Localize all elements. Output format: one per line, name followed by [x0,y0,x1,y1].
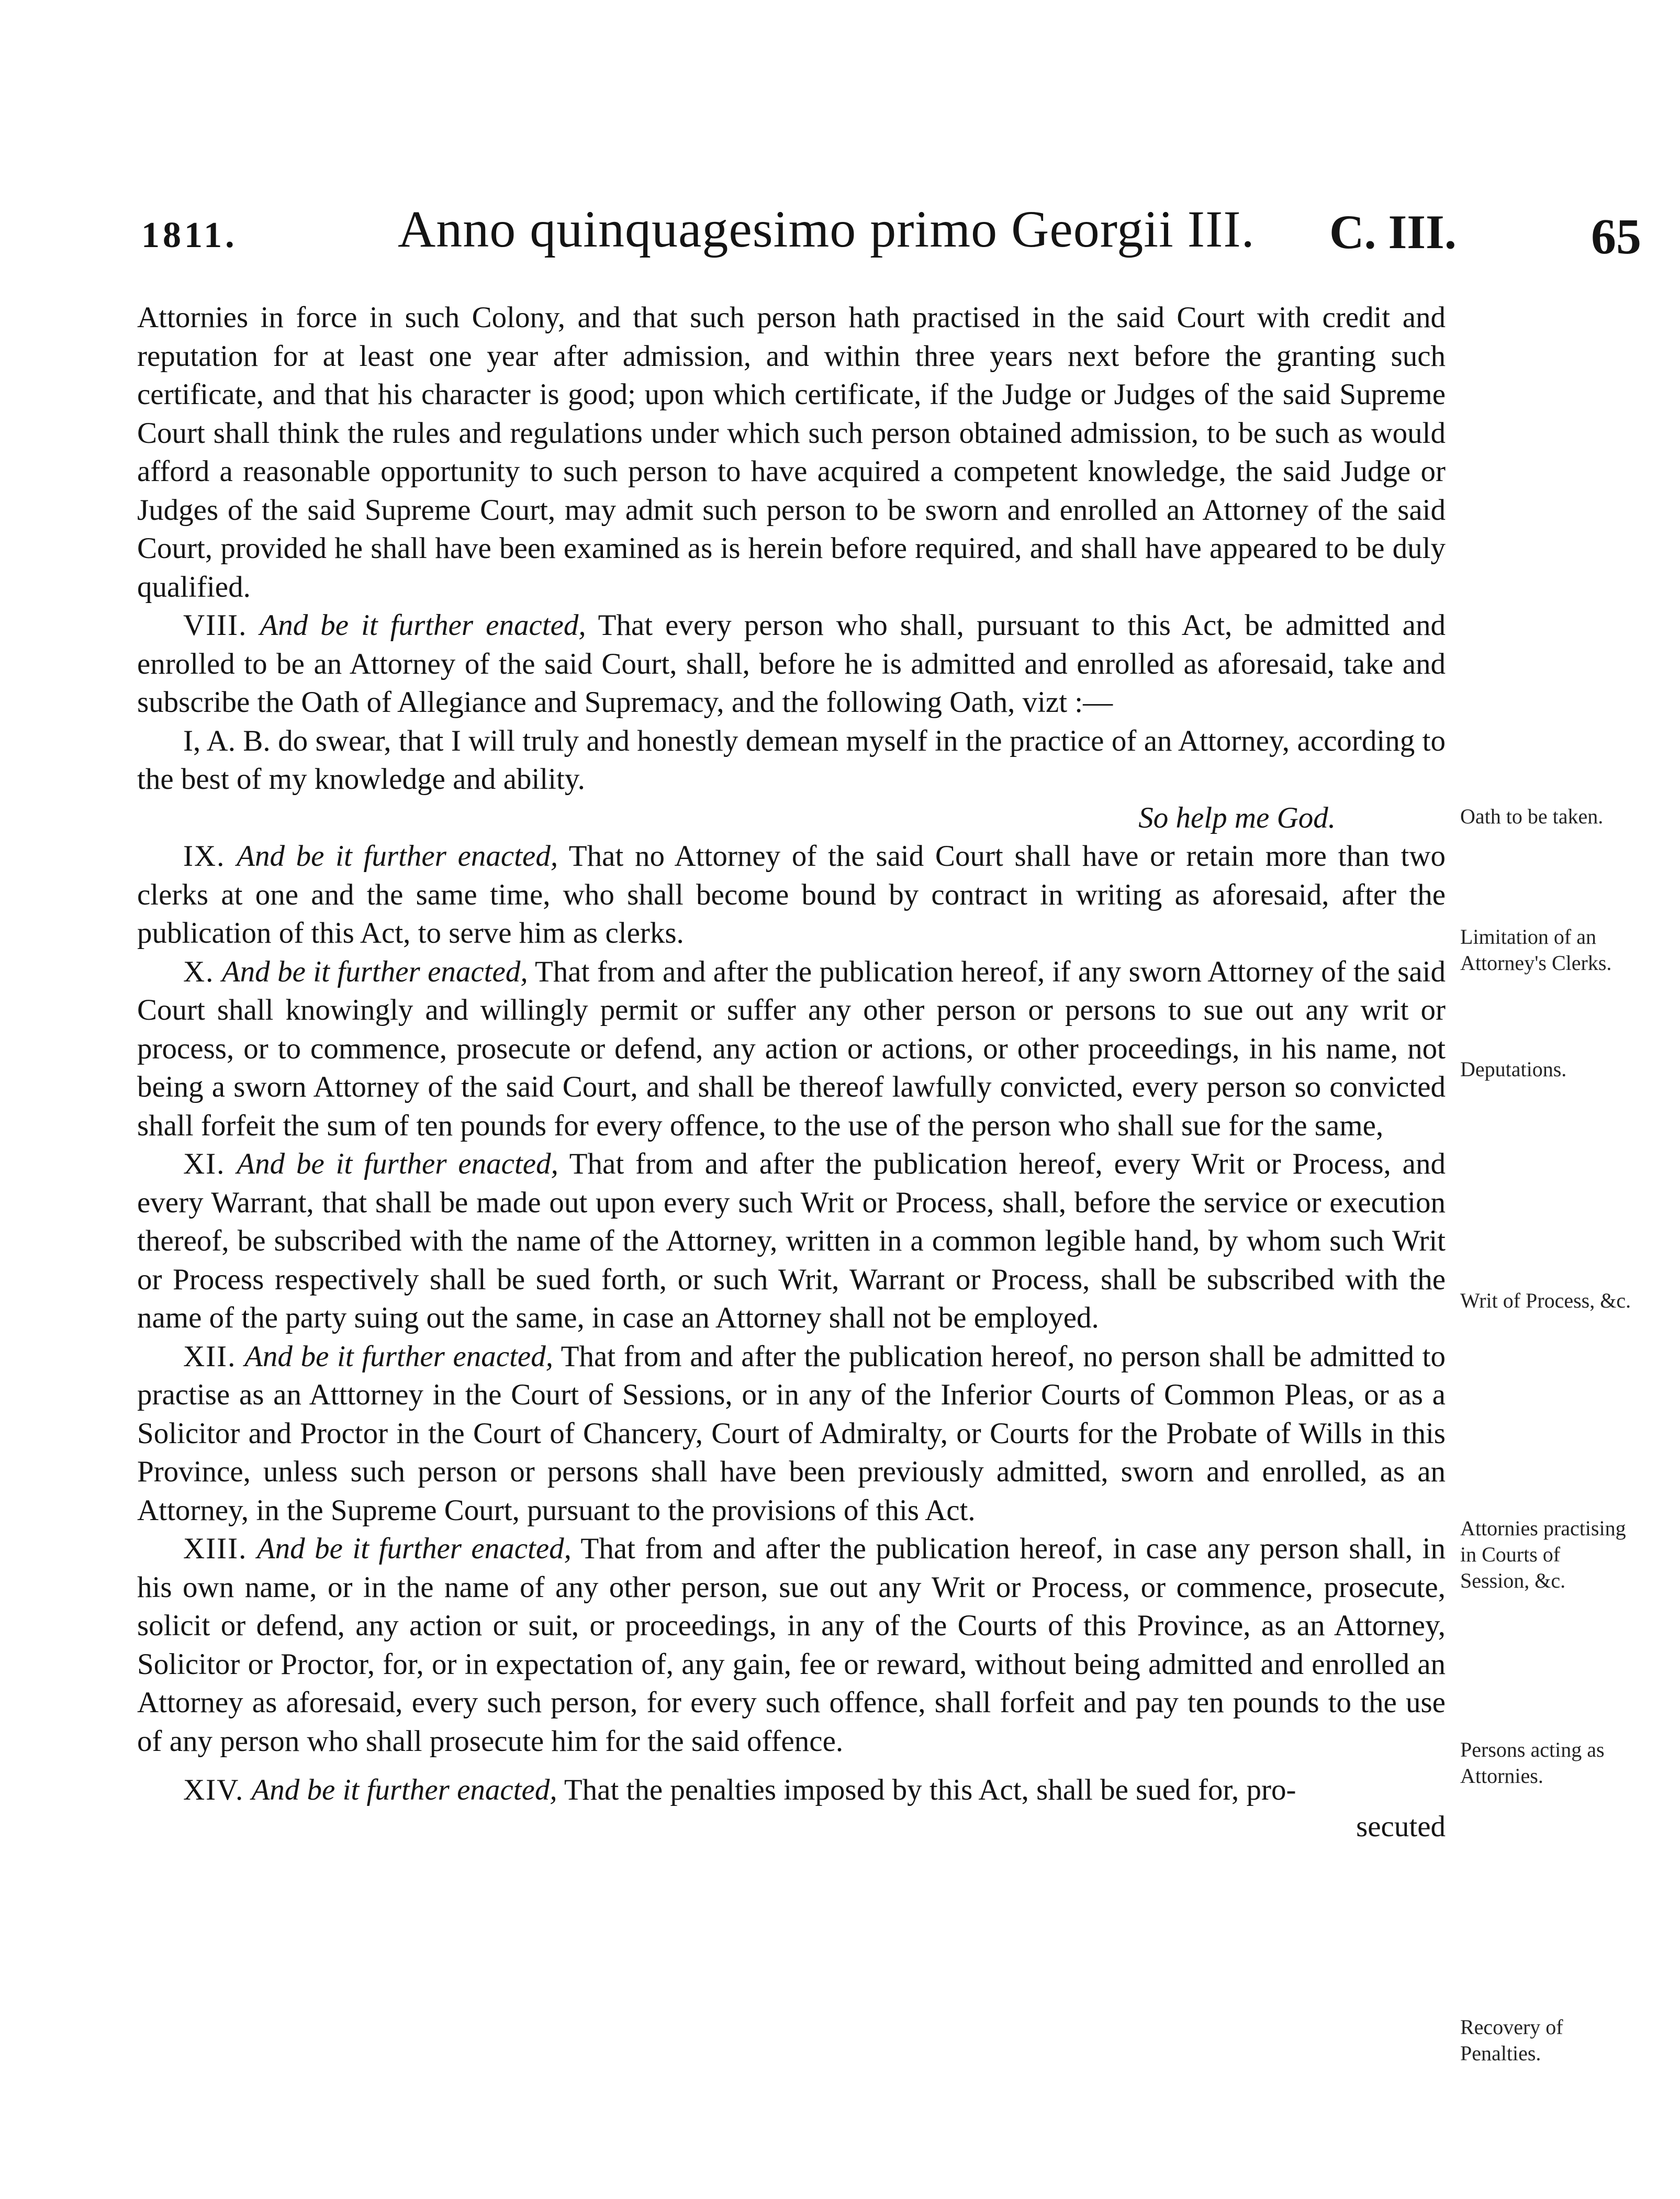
paragraph-xiii [137,1530,1446,1760]
section-number: IX. [183,840,226,873]
running-head [141,199,1649,267]
paragraph-xii [137,1337,1446,1530]
section-number: XII. [183,1340,237,1373]
catchword: secuted [1356,1810,1446,1843]
section-text: That from and after the publication hereof, in case any person shall, in his own name, or in the name of any other person, sue out any Writ or Process, or commence, prosecute, solicit or defend, any action or suit, or proceedings, in any of the Courts of this Province, as an Attorney, Solicitor or Proctor, for, or in expectation of, any gain, fee or reward, without being admitted and enrolled an Attorney as aforesaid, every such person, for every such offence, shall forfeit and pay ten pounds to the use of any person who shall prosecute him for the said offence. [137,1532,1446,1758]
paragraph-xiv [137,1771,1446,1810]
margin-note-writ: Writ of Process, &c. [1460,1289,1631,1312]
paragraph-viii [137,606,1446,722]
section-number: XIII. [183,1532,248,1565]
header-year: 1811. [141,215,238,255]
enacting-formula: And be it further enacted, [251,1773,557,1806]
enacting-formula: And be it further enacted, [221,955,528,988]
enacting-formula: And be it further enacted, [256,1532,572,1565]
section-number: X. [183,955,215,988]
section-number: VIII. [183,609,248,642]
section-text: That from and after the publication hereof, if any sworn Attorney of the said Court shall knowingly and willingly permit or suffer any other person or persons to sue out any writ or process, or to commence, prosecute or defend, any action or actions, or other proceedings, in his name, not being a sworn Attorney of the said Court, and shall be thereof lawfully convicted, every person so convicted shall forfeit the sum of ten pounds for every offence, to the use of the person who shall sue for the same, [137,955,1446,1142]
margin-note-oath: Oath to be taken. [1460,805,1604,828]
paragraph-intro: Attornies in force in such Colony, and that such person hath practised in the said Court with credit and reputation for at least one year after admission, and within three years next before the granting such certificate, and that his character is good; upon which certificate, if the Judge or Judges of the said Supreme Court shall think the rules and regulations under which such person obtained admission, to be such as would afford a reasonable opportunity to such person to have acquired a competent knowledge, the said Judge or Judges of the said Supreme Court, may admit such person to be sworn and enrolled an Attorney of the said Court, provided he shall have been examined as is herein before required, and shall have appeared to be duly qualified. [137,301,1446,604]
section-number: XI. [183,1147,226,1180]
enacting-formula: And be it further enacted, [244,1340,553,1373]
enacting-formula: And be it further enacted, [237,840,558,873]
margin-note-persons: Persons acting as Attornies. [1460,1738,1605,1788]
header-chapter: C. III. [1329,205,1457,259]
section-number: XIV. [183,1773,244,1806]
section-text: That no Attorney of the said Court shall have or retain more than two clerks at one and the same time, who shall become bound by contract in writing as aforesaid, after the publication of this Act, to serve him as clerks. [137,840,1446,950]
margin-note-limitation: Limitation of an Attorney's Clerks. [1460,925,1612,975]
margin-note-deputations: Deputations. [1460,1057,1567,1081]
page-number: 65 [1591,208,1641,264]
section-text: That from and after the publication hereof, no person shall be admitted to practise as an Atttorney in the Court of Sessions, or in any of the Inferior Courts of Common Pleas, or as a Solicitor and Proctor in the Court of Chancery, Court of Admiralty, or Courts for the Probate of Wills in this Province, unless such person or persons shall have been previously admitted, sworn and enrolled, as an Attorney, in the Supreme Court, pursuant to the provisions of this Act. [137,1340,1446,1527]
section-text: That the penalties imposed by this Act, shall be sued for, pro- [564,1773,1296,1806]
body-text [137,298,1446,1846]
header-title: Anno quinquagesimo primo Georgii III. [398,200,1255,258]
paragraph-x [137,953,1446,1145]
paragraph-xi [137,1145,1446,1337]
oath-text: I, A. B. do swear, that I will truly and honestly demean myself in the practice of an Attorney, according to the best of my knowledge and ability. [137,724,1446,796]
margin-note-recovery: Recovery of Penalties. [1460,2015,1563,2065]
margin-note-attornies: Attornies practising in Courts of Session, &c. [1460,1516,1626,1592]
enacting-formula: And be it further enacted, [260,609,586,642]
section-text: That from and after the publication hereof, every Writ or Process, and every Warrant, that shall be made out upon every such Writ or Process, shall, before the service or execution thereof, be subscribed with the name of the Attorney, written in a common legible hand, by whom such Writ or Process respectively shall be sued forth, or such Writ, Warrant or Process, shall be subscribed with the name of the party suing out the same, in case an Attorney shall not be employed. [137,1147,1446,1334]
enacting-formula: And be it further enacted, [237,1147,558,1180]
section-text: That every person who shall, pursuant to this Act, be admitted and enrolled to be an Attorney of the said Court, shall, before he is admitted and enrolled as aforesaid, take and subscribe the Oath of Allegiance and Supremacy, and the following Oath, vizt :— [137,609,1446,719]
oath-signoff: So help me God. [1138,801,1336,834]
paragraph-ix [137,837,1446,953]
